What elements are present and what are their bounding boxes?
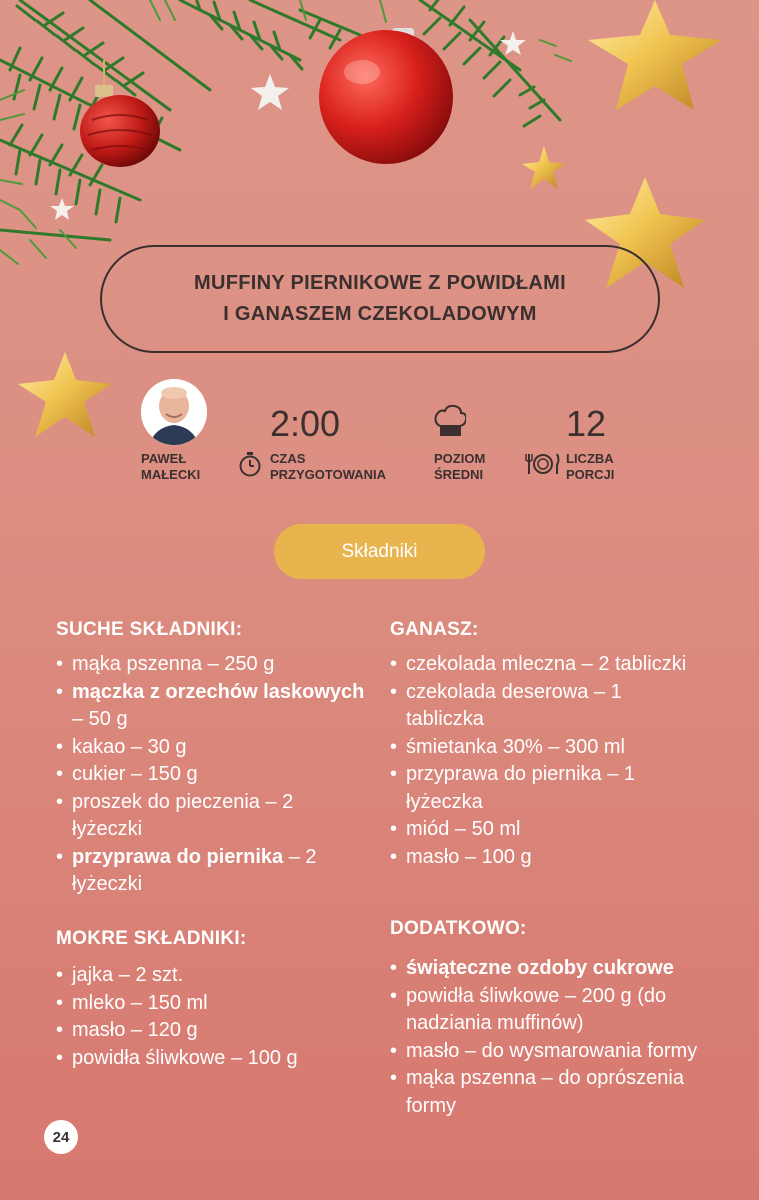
servings-label-line1: LICZBA <box>566 451 614 466</box>
list-item <box>56 679 366 734</box>
plate-cutlery-icon <box>525 452 561 476</box>
list-item: • śmietanka 30% – 300 ml <box>390 734 690 762</box>
page-number: 24 <box>44 1120 78 1154</box>
difficulty-label <box>434 451 485 483</box>
list-item: • masło – 100 g <box>390 844 690 872</box>
chef-portrait-icon <box>141 379 207 445</box>
list-item: • mleko – 150 ml <box>56 990 376 1018</box>
list-item-rest: – 2 łyżeczki <box>72 845 317 895</box>
list-item: • miód – 50 ml <box>390 816 690 844</box>
stopwatch-icon <box>238 451 262 477</box>
author-first-name: PAWEŁ <box>141 451 187 466</box>
dry-list <box>56 651 366 899</box>
list-item: • przyprawa do piernika – 1 łyżeczka <box>390 761 690 816</box>
list-item-bold: przyprawa do piernika <box>72 845 284 868</box>
time-label <box>270 451 386 483</box>
recipe-title-box <box>100 245 660 353</box>
list-item: • czekolada deserowa – 1 tabliczka <box>390 679 690 734</box>
list-item: • powidła śliwkowe – 200 g (do nadziania muffinów) <box>390 983 710 1038</box>
ganache-heading: GANASZ: <box>390 619 479 640</box>
recipe-title-line1: MUFFINY PIERNIKOWE Z POWIDŁAMI <box>194 272 566 294</box>
list-item-bold: świąteczne ozdoby cukrowe <box>406 957 674 979</box>
list-item: • cukier – 150 g <box>56 761 366 789</box>
servings-label <box>566 451 614 483</box>
ganache-list <box>390 651 690 871</box>
chef-hat-icon <box>434 404 466 438</box>
wet-list <box>56 962 376 1072</box>
author-last-name: MAŁECKI <box>141 467 201 482</box>
list-item: • czekolada mleczna – 2 tabliczki <box>390 651 690 679</box>
list-item: • mąka pszenna – 250 g <box>56 651 366 679</box>
extra-heading: DODATKOWO: <box>390 918 527 939</box>
dry-heading: SUCHE SKŁADNIKI: <box>56 619 243 640</box>
difficulty-label-line2: ŚREDNI <box>434 467 484 482</box>
servings-value: 12 <box>566 403 607 444</box>
ingredients-button[interactable]: Składniki <box>274 524 485 579</box>
list-item-bold: mączka z orzechów laskowych <box>72 680 365 703</box>
list-item: • masło – do wysmarowania formy <box>390 1038 710 1066</box>
time-label-line2: PRZYGOTOWANIA <box>270 467 387 482</box>
difficulty-label-line1: POZIOM <box>434 451 486 466</box>
list-item: • masło – 120 g <box>56 1017 376 1045</box>
recipe-title-line2: I GANASZEM CZEKOLADOWYM <box>223 303 537 325</box>
list-item: • proszek do pieczenia – 2 łyżeczki <box>56 789 366 844</box>
servings-label-line2: PORCJI <box>566 467 615 482</box>
list-item: • powidła śliwkowe – 100 g <box>56 1045 376 1073</box>
extra-list <box>390 955 710 1120</box>
author-name <box>141 451 221 483</box>
author-avatar <box>141 379 207 445</box>
wet-heading: MOKRE SKŁADNIKI: <box>56 928 247 949</box>
christmas-decoration <box>0 0 759 460</box>
list-item: • kakao – 30 g <box>56 734 366 762</box>
time-label-line1: CZAS <box>270 451 306 466</box>
time-value: 2:00 <box>270 403 341 444</box>
list-item: • jajka – 2 szt. <box>56 962 376 990</box>
list-item <box>390 955 710 983</box>
list-item: • mąka pszenna – do oprószenia formy <box>390 1065 710 1120</box>
list-item-rest: – 50 g <box>72 708 128 730</box>
list-item <box>56 844 366 899</box>
